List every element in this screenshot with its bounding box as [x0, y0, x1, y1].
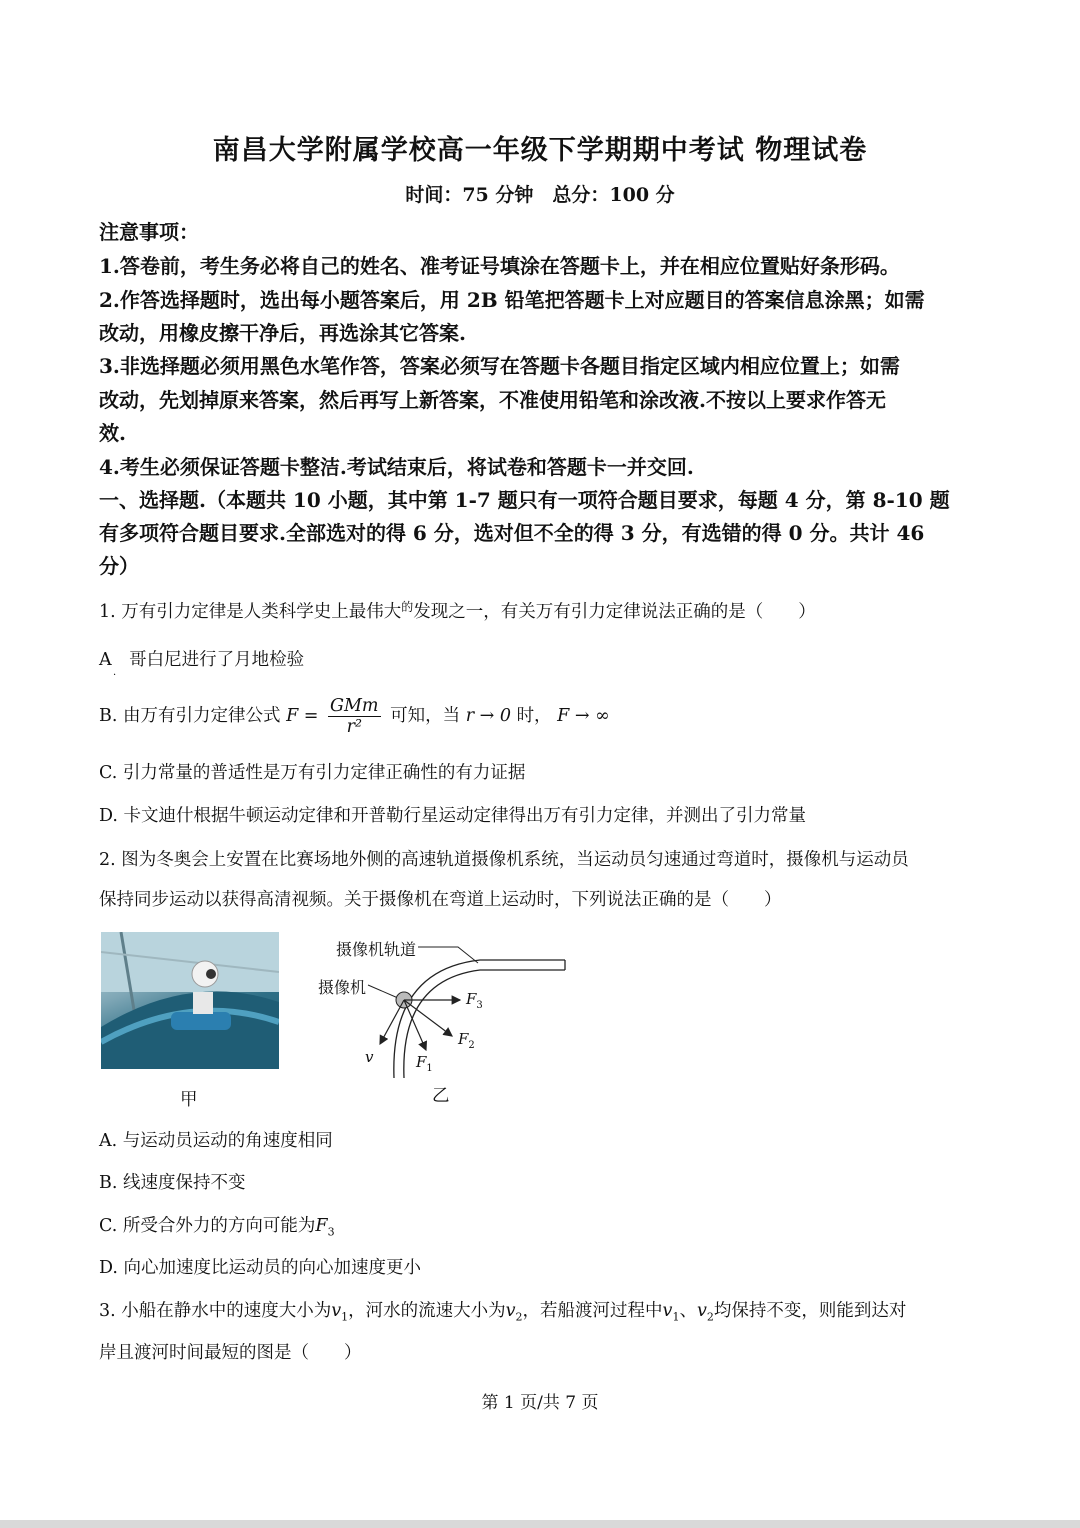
q1-b-cond: r → 0	[465, 706, 511, 726]
q3-v2: v	[505, 1301, 516, 1321]
label-f1	[416, 1053, 433, 1074]
exam-subtitle: 时间：75 分钟 总分：100 分	[405, 184, 675, 206]
notes-line: 1.答卷前，考生务必将自己的姓名、准考证号填涂在答题卡上，并在相应位置贴好条形码。	[99, 254, 900, 278]
notes-line: 3.非选择题必须用黑色水笔作答，答案必须写在答题卡各题目指定区域内相应位置上；如需	[99, 354, 900, 378]
notes-line: 改动，先划掉原来答案，然后再写上新答案，不准使用铅笔和涂改液.不按以上要求作答无	[99, 388, 886, 412]
bottom-bar	[0, 1520, 1080, 1528]
q3-s4: 、	[679, 1301, 697, 1321]
q1-option-c: C. 引力常量的普适性是万有引力定律正确性的有力证据	[99, 763, 526, 783]
label-f2-sub: 2	[468, 1040, 475, 1051]
q3-v1b-sub: 1	[672, 1310, 680, 1324]
q1-option-a: A 哥白尼进行了月地检验	[99, 650, 305, 670]
q3-stem-line	[99, 1297, 906, 1324]
q2-option-d: D. 向心加速度比运动员的向心加速度更小	[99, 1258, 422, 1278]
q1-stem-a: 1. 万有引力定律是人类科学史上最伟大	[99, 602, 402, 622]
q2-stem-line: 2. 图为冬奥会上安置在比赛场地外侧的高速轨道摄像机系统，当运动员匀速通过弯道时，摄像机与运动员	[99, 850, 909, 870]
q3-v1: v	[331, 1301, 342, 1321]
label-f3-sub: 3	[476, 1000, 483, 1011]
section-line: 分）	[99, 554, 139, 578]
notes-line: 改动，用橡皮擦干净后，再选涂其它答案.	[99, 321, 466, 345]
q1-b-mid: 可知，当	[390, 706, 461, 726]
q1-option-b	[99, 696, 610, 737]
q1-b-denominator: r²	[346, 717, 362, 737]
q1-b-numerator: GMm	[330, 696, 379, 716]
figure-label-yi: 乙	[432, 1086, 450, 1106]
q3-v2b: v	[696, 1301, 707, 1321]
q1-b-when: 时，	[516, 706, 552, 726]
q3-stem-line: 岸且渡河时间最短的图是（ ）	[99, 1343, 362, 1363]
q2-c-sub: 3	[327, 1225, 335, 1239]
q1-b-result: F → ∞	[557, 706, 610, 726]
q2-option-c	[99, 1212, 335, 1239]
q3-v1-sub: 1	[341, 1310, 349, 1324]
label-f1-letter: F	[416, 1053, 427, 1071]
exam-title: 南昌大学附属学校高一年级下学期期中考试 物理试卷	[212, 135, 868, 166]
label-track: 摄像机轨道	[336, 940, 417, 959]
figure-label-jia: 甲	[180, 1090, 198, 1110]
q2-stem-line: 保持同步运动以获得高清视频。关于摄像机在弯道上运动时，下列说法正确的是（ ）	[99, 890, 782, 910]
q3-s3: ，若船渡河过程中	[522, 1301, 663, 1321]
q2-option-a: A. 与运动员运动的角速度相同	[99, 1131, 333, 1151]
label-v: v	[365, 1048, 374, 1066]
notes-line: 4.考生必须保证答题卡整洁.考试结束后，将试卷和答题卡一并交回.	[99, 455, 694, 479]
q3-s5: 均保持不变，则能到达对	[713, 1301, 907, 1321]
q3-v2-sub: 2	[515, 1310, 523, 1324]
q1-stem-b: 发现之一，有关万有引力定律说法正确的是（ ）	[413, 602, 816, 622]
camera-photo-illustration	[101, 932, 279, 1069]
q1-stem-sup: 的	[401, 600, 414, 614]
label-f1-sub: 1	[426, 1063, 433, 1074]
label-f3	[466, 990, 483, 1011]
q1-b-pre: B. 由万有引力定律公式	[99, 706, 281, 726]
q1-stem	[99, 598, 816, 623]
q2-option-b: B. 线速度保持不变	[99, 1173, 246, 1193]
notes-line: 效.	[99, 421, 126, 445]
q1-option-d: D. 卡文迪什根据牛顿运动定律和开普勒行星运动定律得出万有引力定律，并测出了引力常量	[99, 806, 807, 826]
q3-v2b-sub: 2	[706, 1310, 714, 1324]
q1-b-fraction	[328, 696, 381, 737]
label-f3-letter: F	[466, 990, 477, 1008]
q3-s1: 3. 小船在静水中的速度大小为	[99, 1301, 332, 1321]
label-f2-letter: F	[458, 1030, 469, 1048]
section-line: 一、选择题.（本题共 10 小题，其中第 1-7 题只有一项符合题目要求，每题 4 分，第 8-10 题	[99, 488, 950, 512]
label-f2	[458, 1030, 475, 1051]
q3-s2: ，河水的流速大小为	[348, 1301, 506, 1321]
q3-v1b: v	[662, 1301, 673, 1321]
q2-c-f: F	[315, 1216, 328, 1236]
notes-heading: 注意事项：	[99, 220, 199, 244]
label-camera: 摄像机	[318, 978, 367, 997]
camera-photo	[101, 932, 279, 1069]
q2-c-pre: C. 所受合外力的方向可能为	[99, 1216, 316, 1236]
q1-b-f: F =	[286, 706, 319, 726]
page-number: 第 1 页/共 7 页	[481, 1393, 599, 1413]
notes-line: 2.作答选择题时，选出每小题答案后，用 2B 铅笔把答题卡上对应题目的答案信息涂黑；如需	[99, 288, 925, 312]
stray-dot: ·	[113, 670, 117, 681]
section-line: 有多项符合题目要求.全部选对的得 6 分，选对但不全的得 3 分，有选错的得 0 分。共计 46	[99, 521, 925, 545]
